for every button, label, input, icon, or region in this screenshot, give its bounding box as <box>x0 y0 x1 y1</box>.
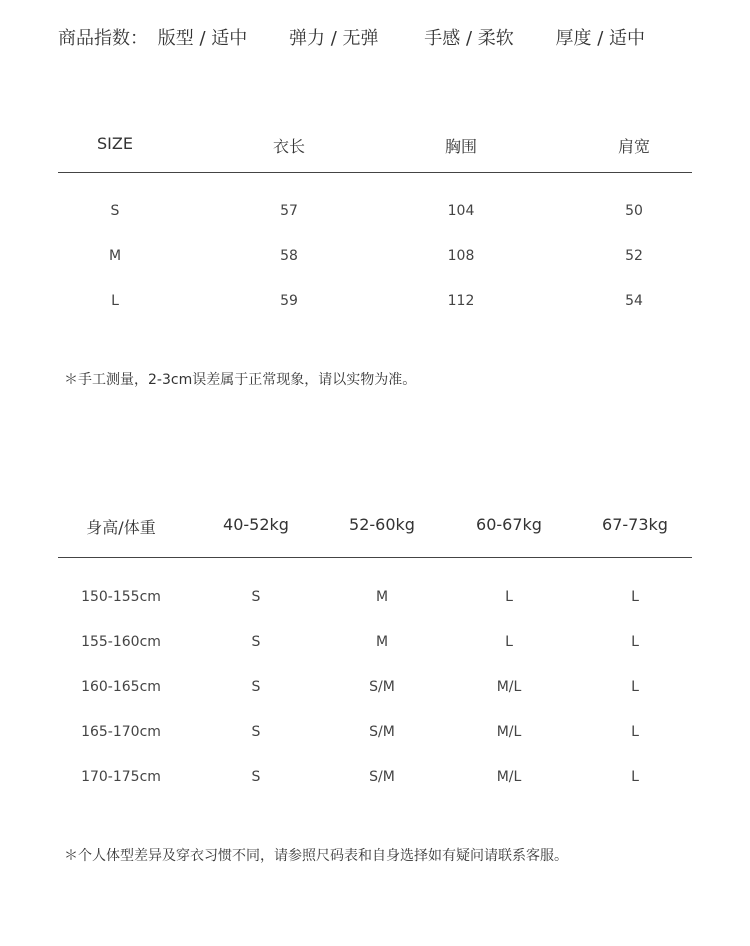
rec-header-weight-3: 60-67kg <box>476 515 542 534</box>
size-header-length: 衣长 <box>272 137 306 156</box>
size-cell: L <box>111 293 119 309</box>
index-elasticity-label: 弹力 <box>288 28 325 49</box>
index-thickness <box>555 24 645 50</box>
size-cell: S <box>251 769 261 785</box>
index-fit-label: 版型 <box>157 28 194 49</box>
size-header-shoulder: 肩宽 <box>617 137 651 156</box>
chest-cell: 108 <box>447 248 475 264</box>
height-cell: 150-155cm <box>81 589 161 605</box>
size-cell: S/M <box>369 679 395 695</box>
length-cell: 59 <box>280 293 298 309</box>
rec-header-weight-1: 40-52kg <box>223 515 289 534</box>
size-cell: L <box>631 769 639 785</box>
size-cell: S <box>251 589 261 605</box>
fit-advice-note: ＊个人体型差异及穿衣习惯不同，请参照尺码表和自身选择如有疑问请联系客服。 <box>64 848 568 864</box>
size-cell: L <box>631 679 639 695</box>
table-row <box>58 724 692 744</box>
product-indices <box>58 24 645 50</box>
length-cell: 57 <box>280 203 298 219</box>
table-row <box>58 589 692 609</box>
table-row <box>58 634 692 654</box>
size-cell: L <box>631 589 639 605</box>
height-cell: 165-170cm <box>81 724 161 740</box>
size-cell: S <box>251 724 261 740</box>
size-cell: L <box>631 724 639 740</box>
index-thickness-value: 适中 <box>609 28 645 49</box>
size-table-divider <box>58 172 692 173</box>
size-cell: M <box>108 248 122 264</box>
size-cell: S/M <box>369 769 395 785</box>
shoulder-cell: 54 <box>625 293 643 309</box>
size-cell: S <box>110 203 120 219</box>
size-cell: S <box>251 679 261 695</box>
size-table-header <box>58 134 692 154</box>
height-cell: 155-160cm <box>81 634 161 650</box>
size-header-size: SIZE <box>97 134 133 153</box>
size-cell: M/L <box>496 769 522 785</box>
length-cell: 58 <box>280 248 298 264</box>
size-cell: M/L <box>496 724 522 740</box>
index-separator: / <box>591 28 609 49</box>
table-row <box>58 293 692 313</box>
index-feel-label: 手感 <box>424 28 461 49</box>
measurement-note: ＊手工测量，2-3cm误差属于正常现象，请以实物为准。 <box>64 372 417 388</box>
table-row <box>58 679 692 699</box>
height-cell: 160-165cm <box>81 679 161 695</box>
index-fit-value: 适中 <box>211 28 248 49</box>
index-feel-value: 柔软 <box>477 28 514 49</box>
table-row <box>58 769 692 789</box>
recommendation-table-header <box>58 515 692 535</box>
table-row <box>58 248 692 268</box>
size-cell: S/M <box>369 724 395 740</box>
recommendation-table-divider <box>58 557 692 558</box>
rec-header-weight-4: 67-73kg <box>602 515 668 534</box>
size-cell: L <box>505 634 513 650</box>
chest-cell: 112 <box>447 293 475 309</box>
index-thickness-label: 厚度 <box>555 28 592 49</box>
index-separator: / <box>460 28 478 49</box>
size-cell: L <box>505 589 513 605</box>
index-elasticity <box>289 24 379 50</box>
size-cell: M <box>375 634 389 650</box>
index-feel <box>424 24 514 50</box>
indices-lead-label: 商品指数： <box>58 28 148 49</box>
size-cell: M/L <box>496 679 522 695</box>
size-cell: M <box>375 589 389 605</box>
rec-header-weight-2: 52-60kg <box>349 515 415 534</box>
shoulder-cell: 50 <box>625 203 643 219</box>
index-elasticity-value: 无弹 <box>342 28 379 49</box>
index-separator: / <box>324 28 343 49</box>
size-cell: L <box>631 634 639 650</box>
height-cell: 170-175cm <box>81 769 161 785</box>
rec-header-height-weight: 身高/体重 <box>86 518 156 537</box>
size-cell: S <box>251 634 261 650</box>
size-header-chest: 胸围 <box>444 137 478 156</box>
size-table <box>58 134 692 309</box>
index-separator: / <box>193 28 212 49</box>
chest-cell: 104 <box>447 203 475 219</box>
shoulder-cell: 52 <box>625 248 643 264</box>
index-fit <box>158 24 248 50</box>
recommendation-table <box>58 515 692 785</box>
table-row <box>58 203 692 223</box>
